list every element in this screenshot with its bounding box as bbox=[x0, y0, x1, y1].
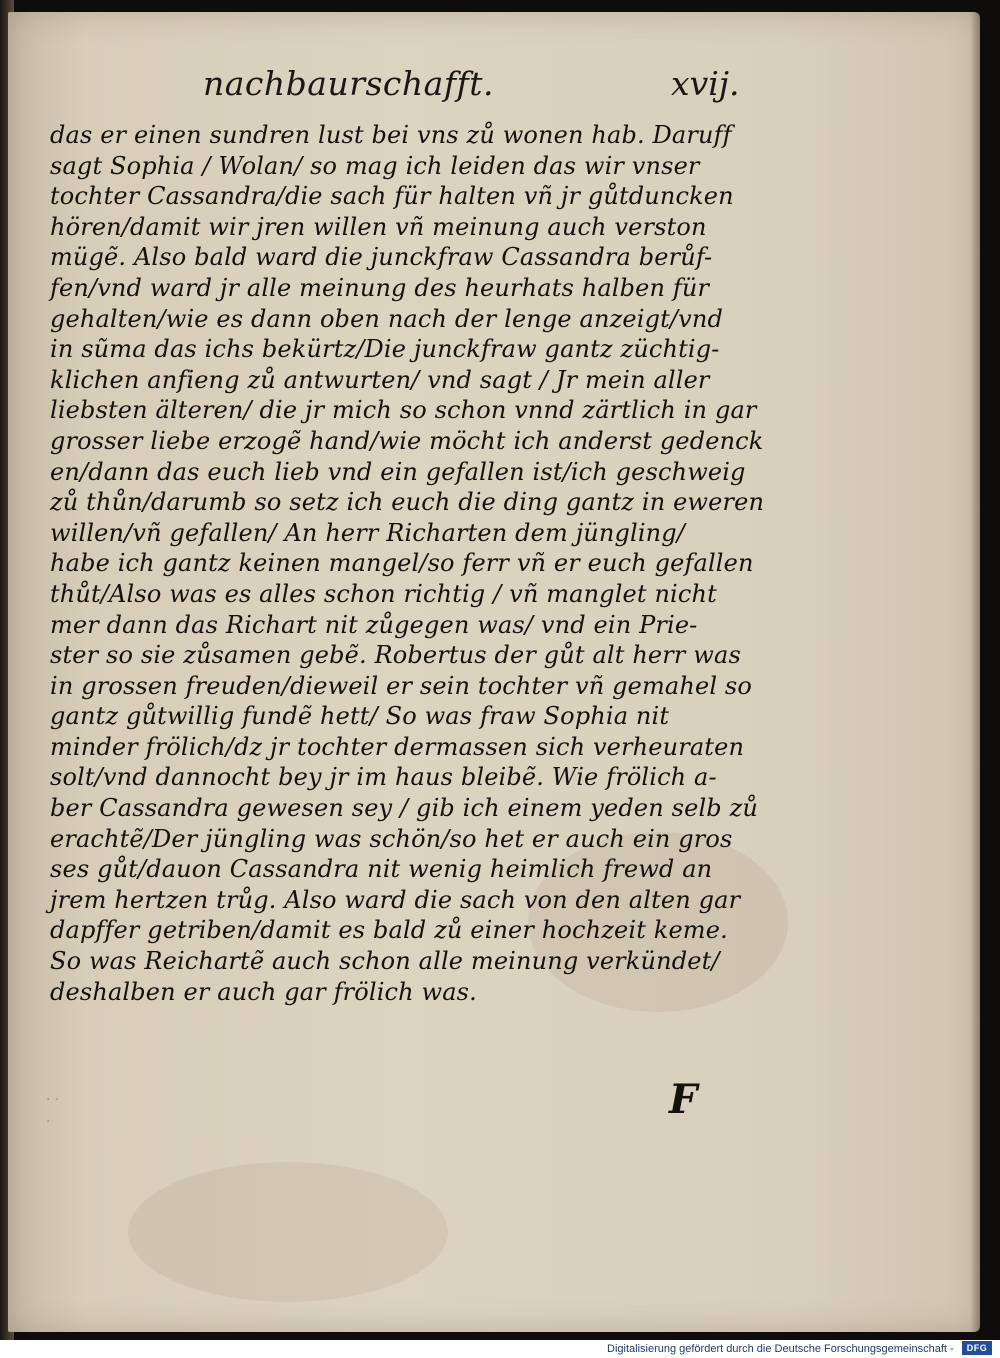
body-text bbox=[50, 120, 780, 1007]
text-line: hören/damit wir jren willen vñ meinung auch verston bbox=[50, 212, 707, 241]
text-line: thůt/Also was es alles schon richtig / vñ manglet nicht bbox=[50, 579, 717, 608]
margin-mark: · · bbox=[46, 1092, 60, 1108]
text-line: solt/vnd dannocht bey jr im haus bleibẽ. Wie frölich a- bbox=[50, 763, 717, 792]
catchword: F bbox=[669, 1076, 698, 1123]
text-line: das er einen sundren lust bei vns zů wonen hab. Daruff bbox=[50, 121, 732, 149]
text-line: gehalten/wie es dann oben nach der lenge anzeigt/vnd bbox=[50, 304, 723, 333]
text-line: willen/vñ gefallen/ An herr Richarten dem jüngling/ bbox=[50, 518, 686, 547]
text-line: sagt Sophia / Wolan/ so mag ich leiden das wir vnser bbox=[50, 151, 700, 180]
text-line: ster so sie zůsamen gebẽ. Robertus der gůt alt herr was bbox=[50, 641, 741, 670]
text-line: en/dann das euch lieb vnd ein gefallen ist/ich geschweig bbox=[50, 457, 746, 486]
paper-stain bbox=[128, 1162, 448, 1302]
text-line: jrem hertzen trůg. Also ward die sach von den alten gar bbox=[50, 885, 741, 914]
text-line: erachtẽ/Der jüngling was schön/so het er auch ein gros bbox=[50, 824, 733, 853]
page-header bbox=[8, 64, 980, 114]
text-line: ses gůt/dauon Cassandra nit wenig heimlich frewd an bbox=[50, 855, 713, 884]
text-line: fen/vnd ward jr alle meinung des heurhats halben für bbox=[50, 273, 710, 302]
book-page bbox=[8, 12, 980, 1332]
text-line: deshalben er auch gar frölich was. bbox=[50, 977, 477, 1006]
text-line: tochter Cassandra/die sach für halten vñ jr gůtduncken bbox=[50, 182, 734, 211]
text-line: gantz gůtwillig fundẽ hett/ So was fraw Sophia nit bbox=[50, 702, 670, 731]
text-line: klichen anfieng zů antwurten/ vnd sagt / Jr mein aller bbox=[50, 365, 710, 394]
text-line: grosser liebe erzogẽ hand/wie möcht ich anderst gedenck bbox=[50, 426, 764, 455]
text-line: liebsten älteren/ die jr mich so schon vnnd zärtlich in gar bbox=[50, 396, 757, 425]
folio-number: xvij. bbox=[671, 64, 740, 103]
text-line: minder frölich/dz jr tochter dermassen sich verheuraten bbox=[50, 732, 745, 761]
text-line: mer dann das Richart nit zůgegen was/ vnd ein Prie- bbox=[50, 610, 698, 639]
text-line: dapffer getriben/damit es bald zů einer hochzeit keme. bbox=[50, 916, 728, 945]
text-line: mügẽ. Also bald ward die junckfraw Cassandra berůf- bbox=[50, 243, 713, 272]
running-title: nachbaurschafft. bbox=[203, 64, 495, 103]
dfg-logo: DFG bbox=[962, 1341, 992, 1355]
text-line: So was Reichartẽ auch schon alle meinung verkündet/ bbox=[50, 947, 720, 976]
text-line: in grossen freuden/dieweil er sein tochter vñ gemahel so bbox=[50, 671, 752, 700]
text-line: ber Cassandra gewesen sey / gib ich einem yeden selb zů bbox=[50, 794, 758, 823]
text-line: zů thůn/darumb so setz ich euch die ding gantz in eweren bbox=[50, 488, 765, 517]
digitization-credit: Digitalisierung gefördert durch die Deutsche Forschungsgemeinschaft - bbox=[607, 1343, 954, 1355]
text-line: habe ich gantz keinen mangel/so ferr vñ er euch gefallen bbox=[50, 549, 754, 578]
margin-mark: · bbox=[46, 1114, 51, 1130]
text-line: in sũma das ichs bekürtz/Die junckfraw gantz züchtig- bbox=[50, 335, 720, 364]
page-edge-shadow bbox=[970, 12, 980, 1332]
